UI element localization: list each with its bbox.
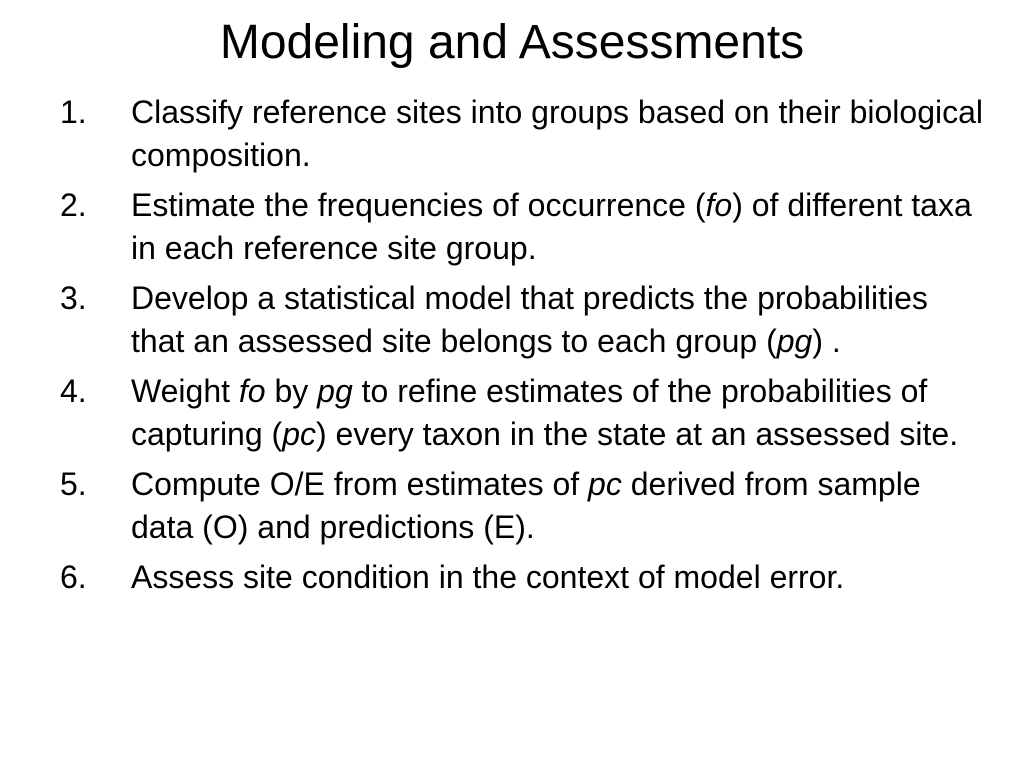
steps-list [60, 91, 990, 606]
slide-title: Modeling and Assessments [219, 16, 805, 69]
list-item [60, 277, 990, 363]
italic-term: fo [238, 373, 266, 409]
text-segment: ) . [812, 323, 841, 359]
list-item-text [131, 280, 928, 359]
italic-term: pc [588, 466, 622, 502]
list-item-number: 3. [60, 280, 87, 316]
list-item-text [131, 94, 983, 173]
text-segment: by [265, 373, 318, 409]
italic-term: pg [776, 323, 813, 359]
list-item [60, 370, 990, 456]
text-segment: Assess site condition in the context of model error. [131, 559, 845, 595]
list-item-number: 5. [60, 466, 87, 502]
list-item-text [131, 466, 921, 545]
italic-term: pc [282, 416, 316, 452]
list-item [60, 91, 990, 177]
text-segment: Develop a statistical model that predicts the probabilities that an assessed site belongs to each group ( [131, 280, 928, 359]
text-segment: ) of different taxa in each reference site group. [131, 187, 972, 266]
text-segment: Weight [131, 373, 239, 409]
list-item [60, 556, 990, 599]
list-item-text [131, 187, 972, 266]
text-segment: Estimate the frequencies of occurrence ( [131, 187, 706, 223]
list-item-number: 1. [60, 94, 87, 130]
list-item-number: 4. [60, 373, 87, 409]
text-segment: derived from sample data (O) and predictions (E). [131, 466, 921, 545]
text-segment: ) every taxon in the state at an assessed site. [315, 416, 959, 452]
list-item-text [131, 559, 844, 595]
italic-term: pg [317, 373, 353, 409]
italic-term: fo [705, 187, 733, 223]
text-segment: Classify reference sites into groups based on their biological composition. [131, 94, 984, 173]
text-segment: to refine estimates of the probabilities of capturing ( [131, 373, 928, 452]
list-item [60, 184, 990, 270]
text-segment: Compute O/E from estimates of [131, 466, 589, 502]
list-item-text [131, 373, 958, 452]
list-item-number: 2. [60, 187, 87, 223]
list-item-number: 6. [60, 559, 87, 595]
list-item [60, 463, 990, 549]
